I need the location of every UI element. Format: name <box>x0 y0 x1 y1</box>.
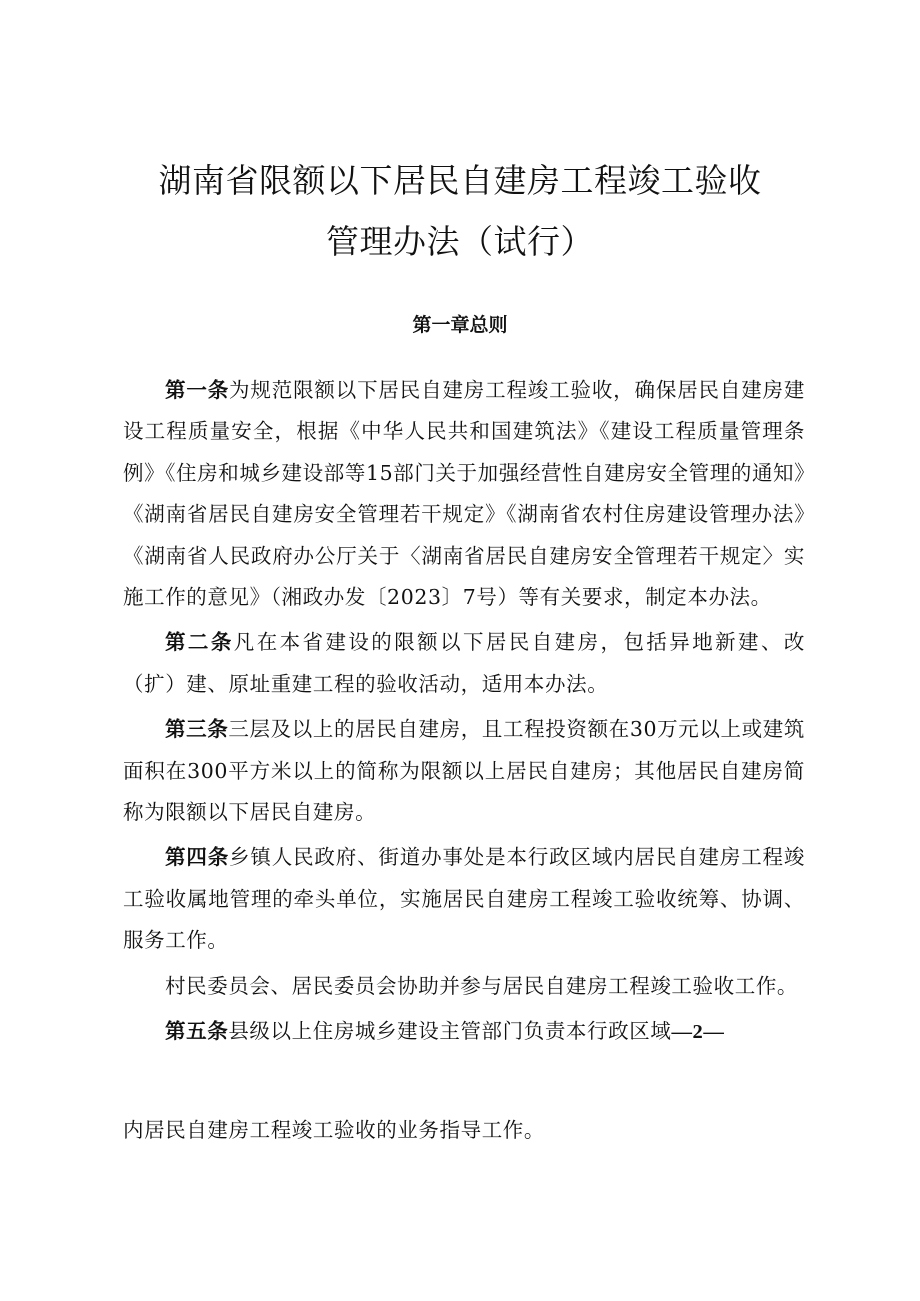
article-5 <box>123 1011 805 1053</box>
article-4-text: 乡镇人民政府、街道办事处是本行政区域内居民自建房工程竣工验收属地管理的牵头单位，实施居民自建房工程竣工验收统筹、协调、服务工作。 <box>123 845 805 953</box>
page-number: —2— <box>671 1021 725 1044</box>
article-2 <box>123 622 805 705</box>
article-4-paragraph-2: 村民委员会、居民委员会协助并参与居民自建房工程竣工验收工作。 <box>165 973 799 998</box>
article-3-text: 三层及以上的居民自建房，且工程投资额在30万元以上或建筑面积在300平方米以上的简称为限额以上居民自建房；其他居民自建房简称为限额以下居民自建房。 <box>123 717 805 825</box>
article-1-label: 第一条 <box>165 378 230 402</box>
document-title-line-2: 管理办法（试行） <box>326 222 594 261</box>
article-4-label: 第四条 <box>165 845 230 870</box>
chapter-heading: 第一章总则 <box>412 314 508 336</box>
article-2-text: 凡在本省建设的限额以下居民自建房，包括异地新建、改（扩）建、原址重建工程的验收活动，适用本办法。 <box>123 630 805 696</box>
article-3 <box>123 709 805 833</box>
article-1 <box>123 370 805 618</box>
article-5-continuation: 内居民自建房工程竣工验收的业务指导工作。 <box>123 1118 545 1142</box>
article-2-label: 第二条 <box>165 630 234 655</box>
article-5-label: 第五条 <box>165 1019 229 1044</box>
article-3-label: 第三条 <box>165 717 229 742</box>
document-body <box>123 370 805 1058</box>
document-title-line-1: 湖南省限额以下居民自建房工程竣工验收 <box>158 161 762 200</box>
article-1-text: 为规范限额以下居民自建房工程竣工验收，确保居民自建房建设工程质量安全，根据《中华人民共和国建筑法》《建设工程质量管理条例》《住房和城乡建设部等15部门关于加强经营性自建房安全管理的通知》《湖南省居民自建房安全管理若干规定》《湖南省农村住房建设管理办法》《湖南省人民政府办公厅关于〈湖南省居民自建房安全管理若干规定〉实施工作的意见》（湘政办发〔2023〕7号）等有关要求，制定本办法。 <box>123 378 805 610</box>
article-4 <box>123 837 805 961</box>
article-5-text-part1: 县级以上住房城乡建设主管部门负责本行政区域 <box>228 1019 672 1044</box>
